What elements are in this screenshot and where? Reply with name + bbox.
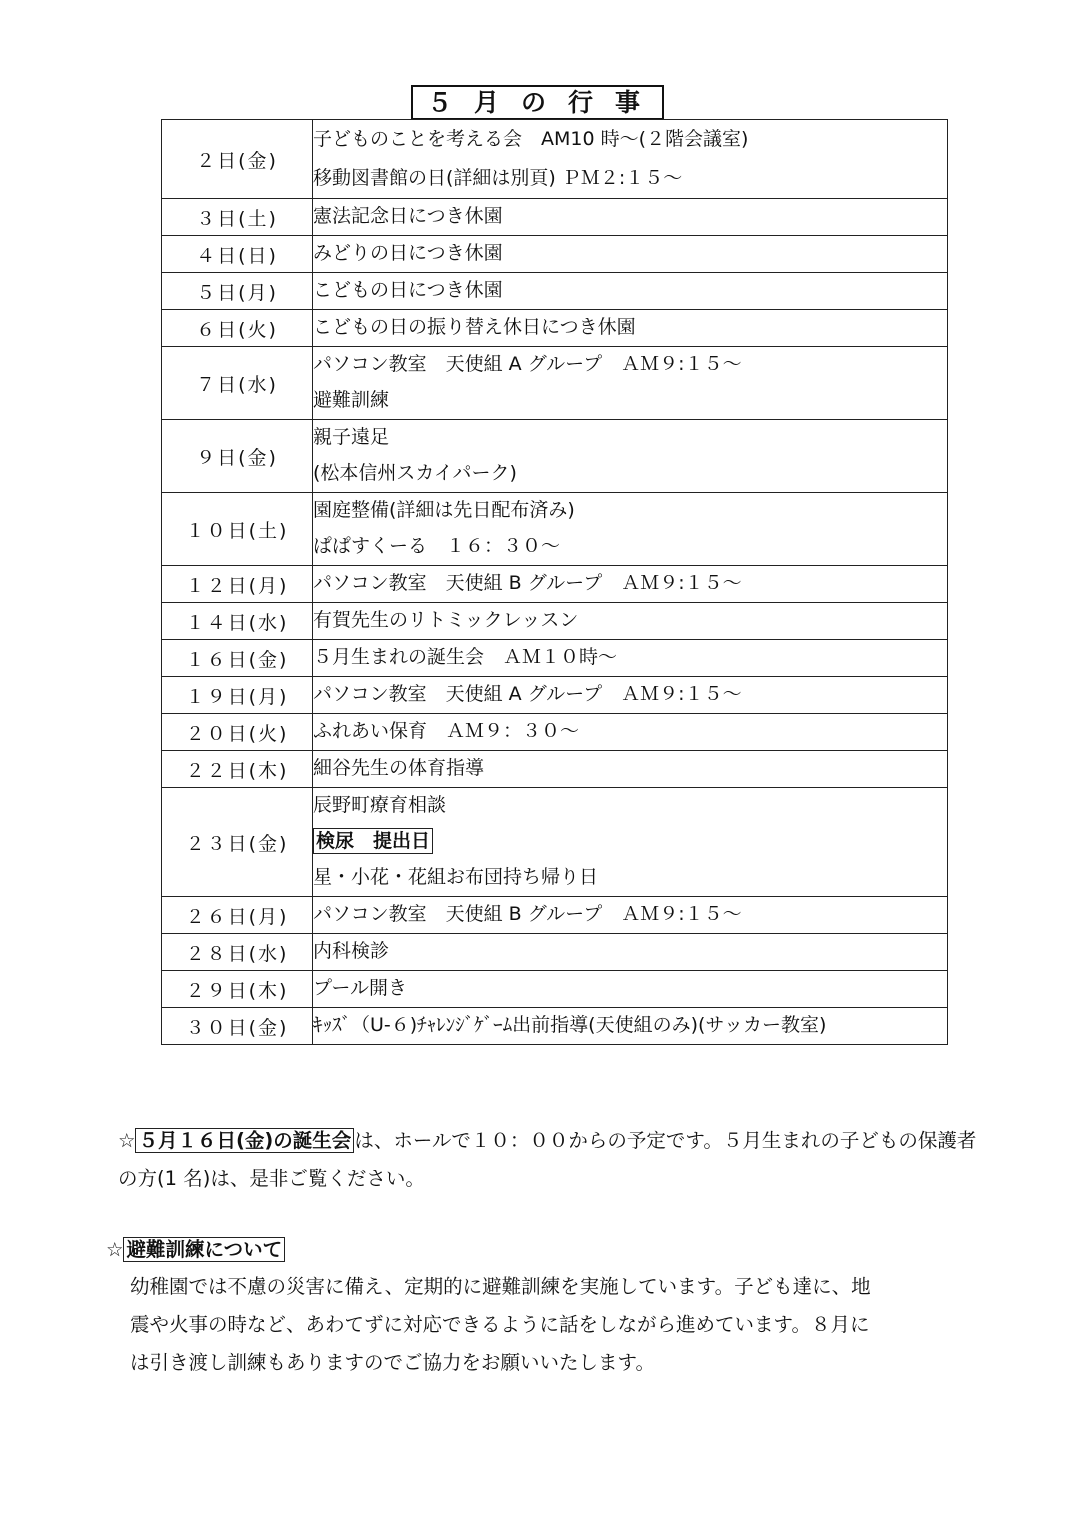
date-cell: １２日(月) xyxy=(162,566,313,603)
events-cell xyxy=(313,1008,948,1045)
events-cell xyxy=(313,677,948,714)
event-text: ぱぱすくーる １６：３０～ xyxy=(313,535,561,557)
table-row xyxy=(162,199,948,236)
event-item xyxy=(313,199,947,235)
events-cell xyxy=(313,934,948,971)
table-row xyxy=(162,120,948,199)
table-row xyxy=(162,347,948,420)
birthday-rest: は、ホールで１０：００からの予定です。５月生まれの子どもの保護者の方(1 名)は、是非ご覧ください。 xyxy=(118,1129,977,1190)
table-row xyxy=(162,934,948,971)
table-row xyxy=(162,971,948,1008)
event-item xyxy=(313,236,947,272)
table-row xyxy=(162,788,948,897)
events-cell xyxy=(313,751,948,788)
table-row xyxy=(162,273,948,310)
event-text: 親子遠足 xyxy=(313,426,390,448)
event-item xyxy=(313,788,947,824)
date-cell: ２９日(木) xyxy=(162,971,313,1008)
events-cell xyxy=(313,566,948,603)
event-item xyxy=(313,493,947,529)
table-row xyxy=(162,714,948,751)
drill-heading-text: 避難訓練について xyxy=(123,1237,285,1262)
date-cell: ２２日(木) xyxy=(162,751,313,788)
table-row xyxy=(162,420,948,493)
event-item xyxy=(313,383,947,419)
table-row xyxy=(162,677,948,714)
star-icon: ☆ xyxy=(106,1238,124,1261)
event-item xyxy=(313,751,947,787)
event-text: パソコン教室 天使組 B グループ ＡＭ９:１５～ xyxy=(313,572,742,594)
event-text: ｷｯｽﾞ（U-６)ﾁｬﾚﾝｼﾞｹﾞｰﾑ出前指導(天使組のみ)(サッカー教室) xyxy=(313,1014,827,1036)
date-cell: １９日(月) xyxy=(162,677,313,714)
birthday-note-text xyxy=(118,1122,978,1198)
event-text: 星・小花・花組お布団持ち帰り日 xyxy=(313,866,599,888)
date-cell: ２８日(水) xyxy=(162,934,313,971)
events-cell xyxy=(313,603,948,640)
date-cell: １０日(土) xyxy=(162,493,313,566)
event-item xyxy=(313,824,947,860)
date-cell: ２３日(金) xyxy=(162,788,313,897)
event-item xyxy=(313,310,947,346)
date-cell: ２６日(月) xyxy=(162,897,313,934)
star-icon: ☆ xyxy=(118,1129,136,1152)
drill-body xyxy=(130,1268,978,1382)
event-text: パソコン教室 天使組 A グループ ＡＭ９:１５～ xyxy=(313,353,742,375)
date-cell: ２日(金) xyxy=(162,120,313,199)
event-item xyxy=(313,420,947,456)
event-item xyxy=(313,860,947,896)
birthday-highlight: ５月１６日(金)の誕生会 xyxy=(135,1128,354,1153)
event-text: 子どものことを考える会 AM10 時～(２階会議室) xyxy=(313,128,749,150)
event-text: パソコン教室 天使組 B グループ ＡＭ９:１５～ xyxy=(313,903,742,925)
table-row xyxy=(162,566,948,603)
event-item xyxy=(313,897,947,933)
events-cell xyxy=(313,120,948,199)
events-cell xyxy=(313,420,948,493)
event-item xyxy=(313,603,947,639)
event-text: こどもの日につき休園 xyxy=(313,279,503,301)
event-text: 検尿 提出日 xyxy=(313,828,433,854)
table-row xyxy=(162,236,948,273)
event-text: 細谷先生の体育指導 xyxy=(313,757,485,779)
date-cell: ３０日(金) xyxy=(162,1008,313,1045)
events-cell xyxy=(313,971,948,1008)
table-row xyxy=(162,1008,948,1045)
event-item xyxy=(313,347,947,383)
event-text: 辰野町療育相談 xyxy=(313,794,447,816)
schedule-body xyxy=(162,120,948,1045)
events-cell xyxy=(313,310,948,347)
events-cell xyxy=(313,788,948,897)
date-cell: ４日(日) xyxy=(162,236,313,273)
events-cell xyxy=(313,493,948,566)
event-text: 避難訓練 xyxy=(313,389,390,411)
events-cell xyxy=(313,347,948,420)
event-text: 内科検診 xyxy=(313,940,390,962)
table-row xyxy=(162,751,948,788)
event-item xyxy=(313,677,947,713)
events-cell xyxy=(313,236,948,273)
events-cell xyxy=(313,273,948,310)
event-item xyxy=(313,971,947,1007)
events-cell xyxy=(313,897,948,934)
date-cell: ３日(土) xyxy=(162,199,313,236)
events-cell xyxy=(313,640,948,677)
event-item xyxy=(313,273,947,309)
date-cell: １６日(金) xyxy=(162,640,313,677)
table-row xyxy=(162,640,948,677)
event-item xyxy=(313,566,947,602)
event-text: ５月生まれの誕生会 ＡＭ１０時～ xyxy=(313,646,618,668)
drill-heading xyxy=(106,1233,285,1267)
date-cell: ９日(金) xyxy=(162,420,313,493)
event-text: みどりの日につき休園 xyxy=(313,242,503,264)
event-text: (松本信州スカイパーク) xyxy=(313,462,517,484)
table-row xyxy=(162,493,948,566)
event-text: 園庭整備(詳細は先日配布済み) xyxy=(313,499,575,521)
table-row xyxy=(162,603,948,640)
table-row xyxy=(162,310,948,347)
event-text: 憲法記念日につき休園 xyxy=(313,205,503,227)
event-item xyxy=(313,529,947,565)
event-item xyxy=(313,640,947,676)
date-cell: ６日(火) xyxy=(162,310,313,347)
date-cell: １４日(水) xyxy=(162,603,313,640)
event-item xyxy=(313,456,947,492)
events-cell xyxy=(313,199,948,236)
date-cell: ７日(水) xyxy=(162,347,313,420)
event-text: パソコン教室 天使組 A グループ ＡＭ９:１５～ xyxy=(313,683,742,705)
table-row xyxy=(162,897,948,934)
drill-line: 幼稚園では不慮の災害に備え、定期的に避難訓練を実施しています。子ども達に、地 xyxy=(130,1275,871,1298)
event-text: 移動図書館の日(詳細は別頁) ＰＭ２:１５～ xyxy=(313,167,683,189)
event-item xyxy=(313,714,947,750)
title-wrap xyxy=(0,85,1075,120)
event-item xyxy=(313,1008,947,1044)
date-cell: ２０日(火) xyxy=(162,714,313,751)
event-text: 有賀先生のリトミックレッスン xyxy=(313,609,579,631)
date-cell: ５日(月) xyxy=(162,273,313,310)
birthday-note xyxy=(118,1122,978,1198)
schedule-table xyxy=(161,119,948,1045)
page-title: ５月の行事 xyxy=(411,85,664,120)
event-item xyxy=(313,120,947,159)
events-cell xyxy=(313,714,948,751)
drill-line: は引き渡し訓練もありますのでご協力をお願いいたします。 xyxy=(130,1351,655,1374)
event-text: ふれあい保育 ＡＭ９：３０～ xyxy=(313,720,580,742)
event-text: プール開き xyxy=(313,977,408,999)
event-item xyxy=(313,934,947,970)
event-text: こどもの日の振り替え休日につき休園 xyxy=(313,316,636,338)
event-item xyxy=(313,159,947,198)
drill-line: 震や火事の時など、あわてずに対応できるように話をしながら進めています。８月に xyxy=(130,1313,870,1336)
